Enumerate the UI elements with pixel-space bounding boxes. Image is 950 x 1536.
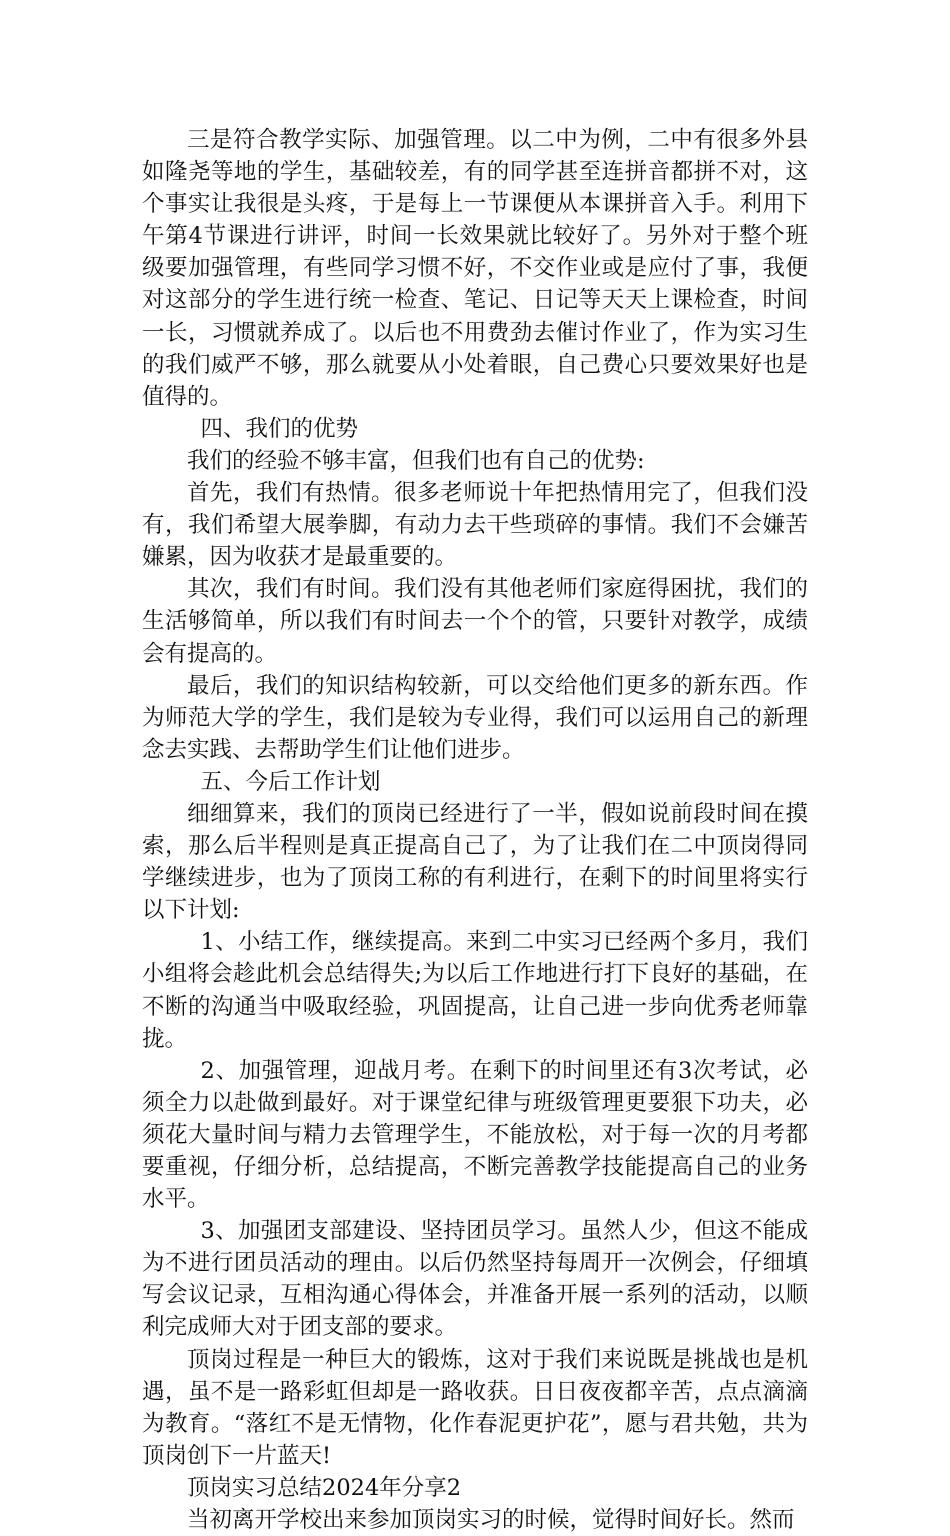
paragraph-share-2-start: 当初离开学校出来参加顶岗实习的时候，觉得时间好长。然而 (187, 1507, 795, 1534)
plan-item-2: 2、加强管理，迎战月考。在剩下的时间里还有3次考试，必须全力以赴做到最好。对于课堂纪律与班级管理更要狠下功夫，必须花大量时间与精力去管理学生，不能放松，对于每一次的月考都要重视，仔细分析，总结提高，不断完善教学技能提高自己的业务水平。 (142, 1057, 808, 1213)
paragraph-plan-intro: 细细算来，我们的顶岗已经进行了一半，假如说前段时间在摸索，那么后半程则是真正提高自己了，为了让我们在二中顶岗得同学继续进步，也为了顶岗工称的有利进行，在剩下的时间里将实行以下计划: (142, 800, 808, 924)
document-body (142, 124, 808, 1536)
section-title-share-2: 顶岗实习总结2024年分享2 (187, 1474, 462, 1501)
plan-item-1: 1、小结工作，继续提高。来到二中实习已经两个多月，我们小组将会趁此机会总结得失;为以后工作地进行打下良好的基础，在不断的沟通当中吸取经验，巩固提高，让自己进一步向优秀老师靠拢。 (142, 929, 808, 1052)
paragraph-management: 三是符合教学实际、加强管理。以二中为例，二中有很多外县如隆尧等地的学生，基础较差，有的同学甚至连拼音都拼不对，这个事实让我很是头疼，于是每上一节课便从本课拼音入手。利用下午第4节课进行讲评，时间一长效果就比较好了。另外对于整个班级要加强管理，有些同学习惯不好，不交作业或是应付了事，我便对这部分的学生进行统一检查、笔记、日记等天天上课检查，时间一长，习惯就养成了。以后也不用费劲去催讨作业了，作为实习生的我们威严不够，那么就要从小处着眼，自己费心只要效果好也是值得的。 (142, 127, 808, 410)
section-heading-advantages: 四、我们的优势 (200, 415, 359, 442)
plan-item-3: 3、加强团支部建设、坚持团员学习。虽然人少，但这不能成为不进行团员活动的理由。以后仍然坚持每周开一次例会，仔细填写会议记录，互相沟通心得体会，并准备开展一系列的活动，以顺利完成师大对于团支部的要求。 (142, 1218, 808, 1341)
paragraph-enthusiasm: 首先，我们有热情。很多老师说十年把热情用完了，但我们没有，我们希望大展拳脚，有动力去干些琐碎的事情。我们不会嫌苦嫌累，因为收获才是最重要的。 (142, 480, 808, 571)
section-heading-plan: 五、今后工作计划 (200, 768, 381, 795)
paragraph-knowledge: 最后，我们的知识结构较新，可以交给他们更多的新东西。作为师范大学的学生，我们是较为专业得，我们可以运用自己的新理念去实践、去帮助学生们让他们进步。 (142, 672, 808, 763)
paragraph-time: 其次，我们有时间。我们没有其他老师们家庭得困扰，我们的生活够简单，所以我们有时间去一个个的管，只要针对教学，成绩会有提高的。 (142, 576, 808, 667)
paragraph-conclusion: 顶岗过程是一种巨大的锻炼，这对于我们来说既是挑战也是机遇，虽不是一路彩虹但却是一路收获。日日夜夜都辛苦，点点滴滴为教育。“落红不是无情物，化作春泥更护花”，愿与君共勉，共为顶岗创下一片蓝天! (142, 1346, 808, 1469)
paragraph-advantages-intro: 我们的经验不够丰富，但我们也有自己的优势: (187, 447, 645, 474)
